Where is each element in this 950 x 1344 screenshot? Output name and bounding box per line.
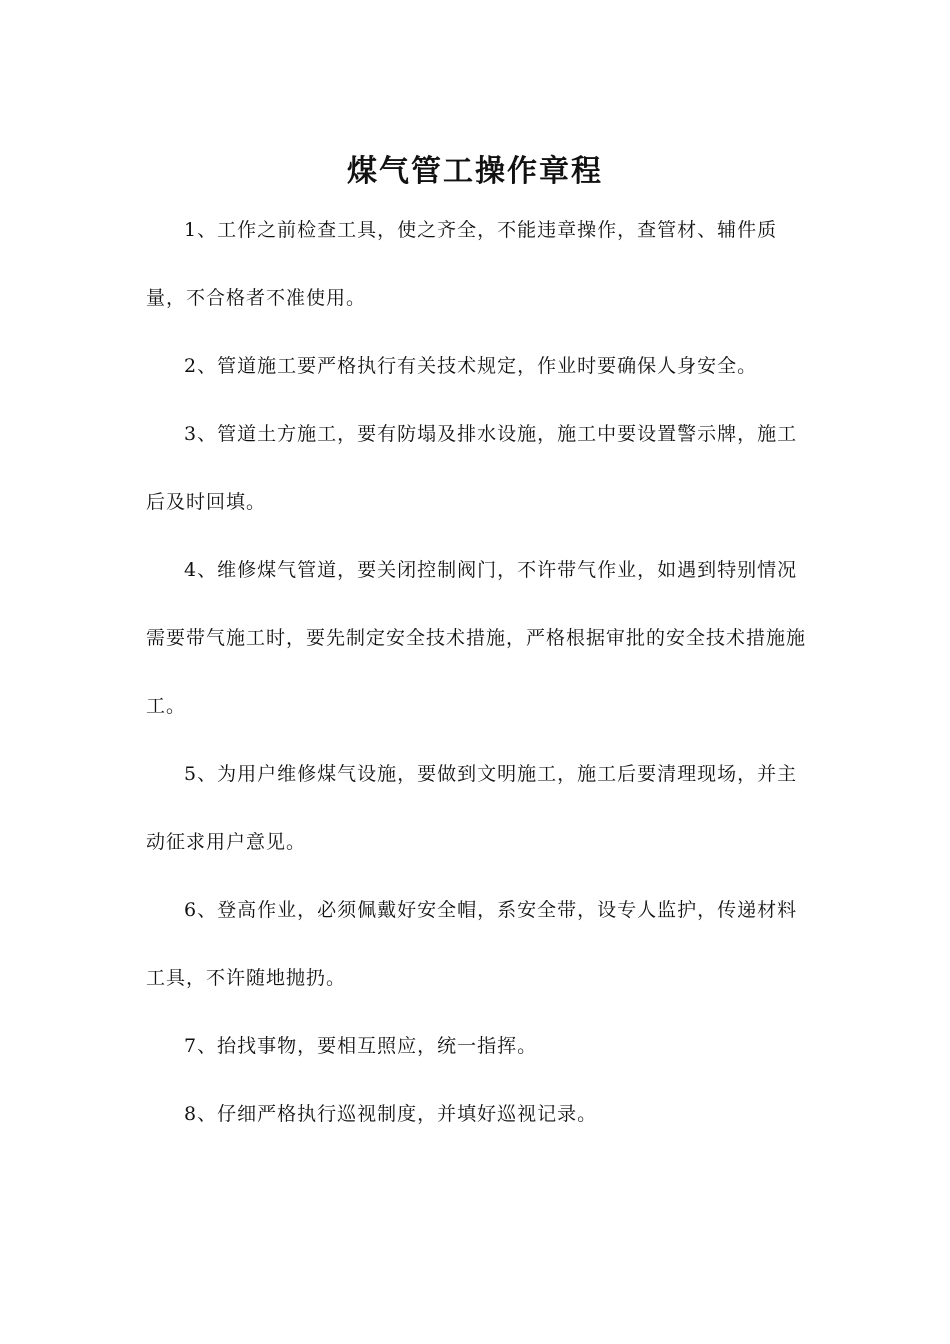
paragraph-6: 6、登高作业，必须佩戴好安全帽，系安全带，设专人监护，传递材料工具，不许随地抛扔。 [146,899,798,989]
paragraph-2: 2、管道施工要严格执行有关技术规定，作业时要确保人身安全。 [184,355,758,377]
paragraph-3: 3、管道土方施工，要有防塌及排水设施，施工中要设置警示牌，施工后及时回填。 [146,423,798,513]
paragraph-8: 8、仔细严格执行巡视制度，并填好巡视记录。 [184,1103,598,1125]
paragraph-7: 7、抬找事物，要相互照应，统一指挥。 [184,1035,538,1057]
document-body [146,196,816,1148]
paragraph-4: 4、维修煤气管道，要关闭控制阀门，不许带气作业，如遇到特别情况需要带气施工时，要先制定安全技术措施，严格根据审批的安全技术措施施工。 [146,559,807,717]
document-title: 煤气管工操作章程 [347,154,603,190]
paragraph-1: 1、工作之前检查工具，使之齐全，不能违章操作，查管材、辅件质量，不合格者不准使用。 [146,219,778,309]
paragraph-5: 5、为用户维修煤气设施，要做到文明施工，施工后要清理现场，并主动征求用户意见。 [146,763,798,853]
